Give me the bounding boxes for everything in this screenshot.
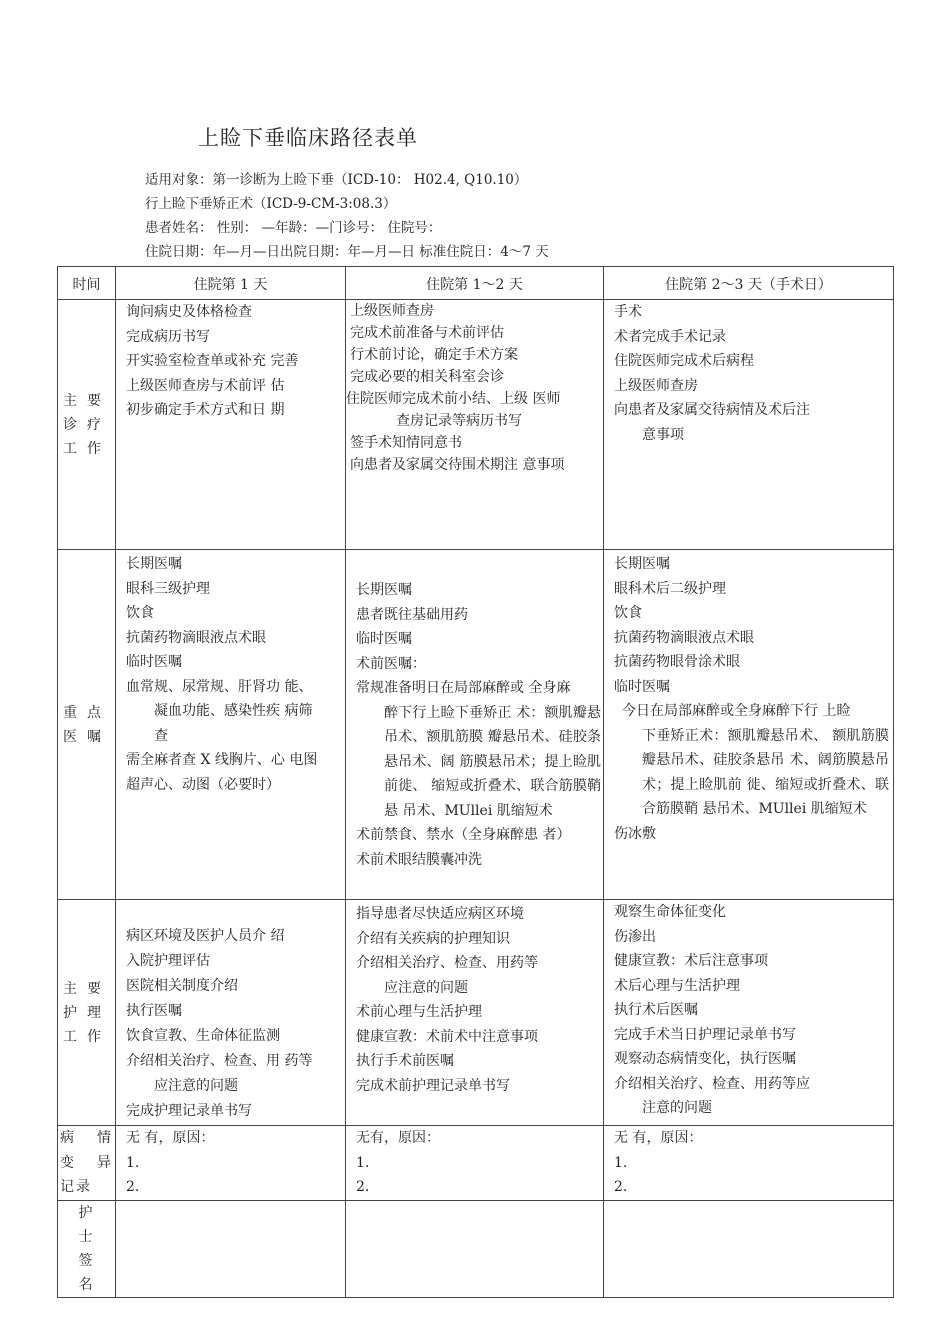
variation-day1: 无 有，原因： 1. 2. [116,1126,346,1201]
signature-day1[interactable] [116,1200,346,1297]
orders-day1-2: 长期医嘱 患者既往基础用药 临时医嘱 术前医嘱： 常规准备明日在局部麻醉或 全身麻 醉下行上睑下垂矫正 术：额肌瓣悬吊术、额肌筋膜 瓣悬吊术、硅胶条悬吊术、阔 筋膜悬吊术；提上睑肌前徙、 缩短或折叠术、联合筋膜鞘悬 吊术、MUllei 肌缩短术 术前禁食、禁水（全身麻醉患 者） 术前术眼结膜囊冲洗 [346,550,604,900]
nursing-day2-3: 观察生命体征变化 伤渗出 健康宣教：术后注意事项 术后心理与生活护理 执行术后医嘱 完成手术当日护理记录单书写 观察动态病情变化，执行医嘱 介绍相关治疗、检查、用药等应 注意的问题 [604,900,894,1126]
row-label-main-work: 主要诊疗工作 [58,300,116,550]
main-work-day2-3: 手术 术者完成手术记录 住院医师完成术后病程 上级医师查房 向患者及家属交待病情及术后注 意事项 [604,300,894,550]
nursing-day1: 病区环境及医护人员介 绍 入院护理评估 医院相关制度介绍 执行医嘱 饮食宣教、生命体征监测 介绍相关治疗、检查、用 药等 应注意的问题 完成护理记录单书写 [116,900,346,1126]
info-line-patient: 患者姓名： 性别： —年龄：—门诊号： 住院号： [145,220,442,236]
row-label-signature: 护士签名 [58,1200,116,1297]
orders-row [58,550,894,900]
variation-row [58,1126,894,1201]
info-line-procedure: 行上睑下垂矫正术（ICD-9-CM-3:08.3） [145,196,397,212]
nursing-day1-2: 指导患者尽快适应病区环境 介绍有关疾病的护理知识 介绍相关治疗、检查、用药等 应注意的问题 术前心理与生活护理 健康宣教：术前术中注意事项 执行手术前医嘱 完成术前护理记录单书写 [346,900,604,1126]
main-work-row [58,300,894,550]
signature-day2-3[interactable] [604,1200,894,1297]
nursing-row [58,900,894,1126]
header-day1: 住院第 1 天 [116,267,346,300]
clinical-pathway-table [57,266,894,1298]
page-title: 上睑下垂临床路径表单 [198,126,418,150]
orders-day1: 长期医嘱 眼科三级护理 饮食 抗菌药物滴眼液点术眼 临时医嘱 血常规、尿常规、肝肾功 能、 凝血功能、感染性疾 病筛 查 需全麻者查 X 线胸片、心 电图 超声心、动图（必要时） [116,550,346,900]
header-day1-2: 住院第 1〜2 天 [346,267,604,300]
variation-day2-3: 无 有，原因： 1. 2. [604,1126,894,1201]
variation-day1-2: 无有，原因： 1. 2. [346,1126,604,1201]
info-line-applicable: 适用对象：第一诊断为上睑下垂（ICD-10： H02.4, Q10.10） [145,172,528,188]
header-day2-3: 住院第 2〜3 天（手术日） [604,267,894,300]
row-label-variation: 病情 变异 记录 [58,1126,116,1201]
orders-day2-3: 长期医嘱 眼科术后二级护理 饮食 抗菌药物滴眼液点术眼 抗菌药物眼骨涂术眼 临时医嘱 今日在局部麻醉或全身麻醉下行 上睑 下垂矫正术：额肌瓣悬吊术、 额肌筋膜瓣悬吊术、硅胶条悬吊 术、阔筋膜悬吊术；提上睑肌前 徙、缩短或折叠术、联合筋膜鞘 悬吊术、MUllei 肌缩短术 伤冰敷 [604,550,894,900]
header-time: 时间 [58,267,116,300]
row-label-nursing: 主要护理工作 [58,900,116,1126]
info-line-dates: 住院日期：年—月—日出院日期：年—月—日 标准住院日：4〜7 天 [145,244,549,260]
row-label-orders: 重点医嘱 [58,550,116,900]
main-work-day1-2: 上级医师查房 完成术前准备与术前评估 行术前讨论，确定手术方案 完成必要的相关科室会诊 住院医师完成术前小结、上级 医师 查房记录等病历书写 签手术知情同意书 向患者及家属交待围术期注 意事项 [346,300,604,550]
signature-day1-2[interactable] [346,1200,604,1297]
header-row [58,267,894,300]
main-work-day1: 询问病史及体格检查 完成病历书写 开实验室检查单或补充 完善 上级医师查房与术前评 估 初步确定手术方式和日 期 [116,300,346,550]
signature-row [58,1200,894,1297]
